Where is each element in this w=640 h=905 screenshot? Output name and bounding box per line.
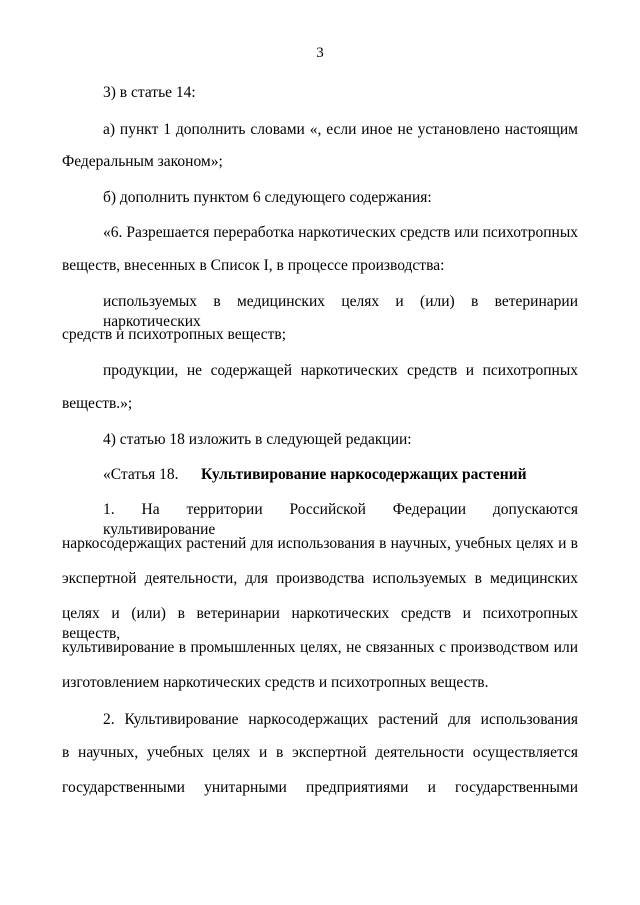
paragraph-line: «6. Разрешается переработка наркотических средств или психотропных	[103, 224, 578, 241]
paragraph-line: б) дополнить пунктом 6 следующего содержания:	[103, 189, 432, 206]
paragraph-line: Федеральным законом»;	[62, 153, 223, 170]
paragraph-line: целях и (или) в ветеринарии наркотических средств и психотропных веществ,	[62, 605, 578, 642]
paragraph-line: а) пункт 1 дополнить словами «, если иное не установлено настоящим	[103, 121, 578, 138]
paragraph-line: веществ, внесенных в Список I, в процессе производства:	[62, 257, 445, 274]
article-number: «Статья 18.	[103, 466, 179, 483]
article-title: Культивирование наркосодержащих растений	[201, 466, 527, 483]
article-heading	[103, 465, 578, 485]
paragraph-line: 2. Культивирование наркосодержащих растений для использования	[103, 711, 578, 728]
paragraph-line: культивирование в промышленных целях, не связанных с производством или	[62, 639, 578, 656]
paragraph-line: наркосодержащих растений для использования в научных, учебных целях и в	[62, 535, 578, 552]
paragraph-line: в научных, учебных целях и в экспертной деятельности осуществляется	[62, 744, 578, 761]
page-number: 3	[316, 45, 324, 61]
paragraph-line: 3) в статье 14:	[103, 84, 196, 101]
paragraph-line: средств и психотропных веществ;	[62, 326, 287, 343]
paragraph-line: продукции, не содержащей наркотических средств и психотропных	[103, 362, 578, 379]
paragraph-line: 4) статью 18 изложить в следующей редакции:	[103, 431, 412, 448]
paragraph-line: государственными унитарными предприятиями и государственными	[62, 779, 578, 796]
paragraph-line: используемых в медицинских целях и (или) в ветеринарии наркотических	[103, 293, 578, 330]
paragraph-line: экспертной деятельности, для производства используемых в медицинских	[62, 570, 578, 587]
paragraph-line: веществ.»;	[62, 395, 133, 412]
paragraph-line: изготовлением наркотических средств и психотропных веществ.	[62, 674, 489, 691]
paragraph-line: 1. На территории Российской Федерации допускаются культивирование	[103, 501, 578, 538]
